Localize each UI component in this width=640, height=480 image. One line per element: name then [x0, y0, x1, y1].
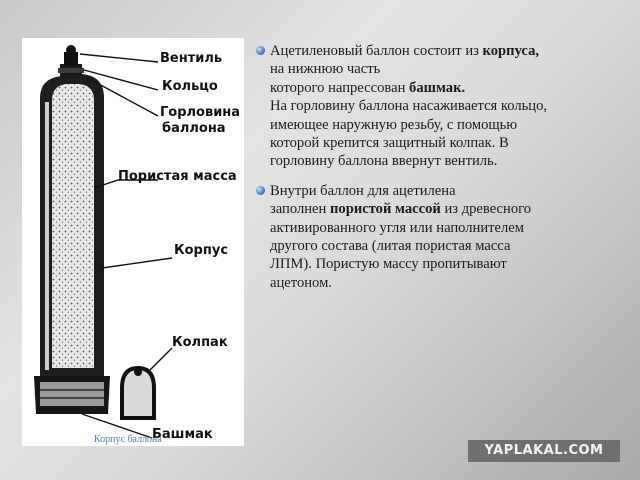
p2-line2: заполнен — [270, 201, 330, 218]
p1-bold-shoe: башмак. — [409, 79, 466, 96]
p2-line5: ЛПМ). Пористую массу пропитывают — [270, 256, 507, 273]
bullet-icon — [256, 46, 265, 55]
p1-bold-body: корпуса, — [482, 43, 540, 59]
p1-line1: Ацетиленовый баллон состоит из — [270, 43, 483, 59]
paragraph-structure — [256, 42, 616, 171]
description-text — [256, 42, 616, 303]
p1-line3: которого напрессован — [270, 79, 410, 96]
p1-line5: имеющее наружную резьбу, с помощью — [270, 116, 518, 133]
label-neck-line2: баллона — [162, 121, 226, 136]
label-ring: Кольцо — [162, 79, 218, 94]
label-valve: Вентиль — [160, 51, 223, 66]
p2-line3: активированного угля или наполнителем — [270, 219, 525, 236]
watermark-logo: YAPLAKAL.COM — [468, 440, 620, 462]
paragraph-porous-mass — [256, 182, 616, 292]
label-neck-line1: Горловина — [160, 105, 241, 120]
cylinder-diagram — [22, 38, 244, 446]
label-cap: Колпак — [172, 335, 228, 350]
label-porous-mass: Пористая масса — [118, 169, 237, 184]
p1-line2: на нижнюю часть — [270, 61, 381, 78]
figure-caption: Корпус баллона — [94, 434, 162, 445]
p1-line7: горловину баллона ввернут вентиль. — [270, 153, 498, 170]
label-body: Корпус — [174, 243, 229, 258]
p2-line6: ацетоном. — [270, 274, 332, 291]
label-shoe: Башмак — [152, 427, 213, 442]
p2-line4: другого состава (литая пористая масса — [270, 238, 511, 255]
ring-shape — [58, 68, 84, 73]
p2-line2-rest: из древесного — [440, 201, 532, 218]
p2-line1: Внутри баллон для ацетилена — [270, 182, 456, 199]
bullet-icon — [256, 186, 265, 195]
p2-bold-porous: пористой массой — [330, 201, 441, 218]
p1-line6: которой крепится защитный колпак. В — [270, 135, 509, 152]
cylinder-drawing — [22, 38, 244, 446]
p1-line4: На горловину баллона насаживается кольцо, — [270, 98, 548, 115]
porous-mass-shape — [52, 84, 94, 368]
